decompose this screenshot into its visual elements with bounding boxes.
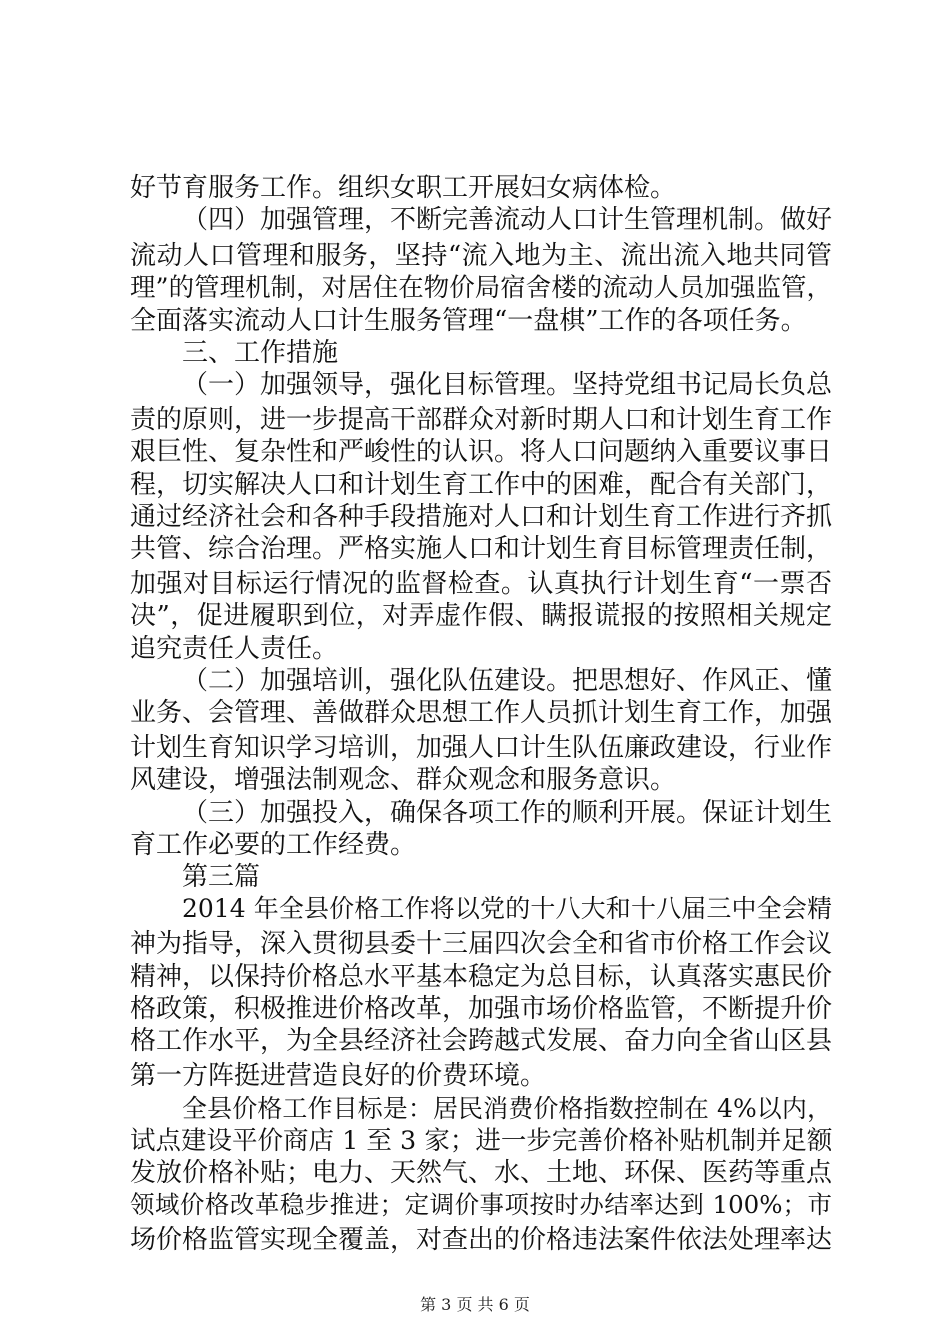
text-line: 计划生育知识学习培训，加强人口计生队伍廉政建设，行业作 bbox=[130, 733, 833, 763]
text-line: （二）加强培训，强化队伍建设。把思想好、作风正、懂 bbox=[182, 666, 833, 696]
text-line: 领域价格改革稳步推进；定调价事项按时办结率达到 100%；市 bbox=[130, 1190, 832, 1219]
text-line: 第一方阵挺进营造良好的价费环境。 bbox=[130, 1061, 547, 1091]
text-line: （一）加强领导，强化目标管理。坚持党组书记局长负总 bbox=[182, 370, 833, 400]
text-line: 艰巨性、复杂性和严峻性的认识。将人口问题纳入重要议事日 bbox=[130, 437, 833, 467]
text-line: （三）加强投入，确保各项工作的顺利开展。保证计划生 bbox=[182, 798, 833, 828]
section-heading: 三、工作措施 bbox=[182, 338, 339, 368]
text-line: 业务、会管理、善做群众思想工作人员抓计划生育工作，加强 bbox=[130, 698, 833, 728]
text-line: 流动人口管理和服务，坚持“流入地为主、流出流入地共同管 bbox=[130, 241, 832, 271]
text-line: 育工作必要的工作经费。 bbox=[130, 830, 417, 860]
text-line: 格政策，积极推进价格改革，加强市场价格监管，不断提升价 bbox=[130, 994, 833, 1024]
text-line: 神为指导，深入贯彻县委十三届四次会全和省市价格工作会议 bbox=[130, 929, 833, 959]
text-line: 加强对目标运行情况的监督检查。认真执行计划生育“一票否 bbox=[130, 569, 832, 599]
text-line: 全县价格工作目标是：居民消费价格指数控制在 4%以内， bbox=[182, 1094, 832, 1123]
text-line: 理”的管理机制，对居住在物价局宿舍楼的流动人员加强监管， bbox=[130, 273, 832, 303]
text-line: 责的原则，进一步提高干部群众对新时期人口和计划生育工作 bbox=[130, 405, 833, 435]
text-line: 好节育服务工作。组织女职工开展妇女病体检。 bbox=[130, 173, 677, 203]
text-line: 通过经济社会和各种手段措施对人口和计划生育工作进行齐抓 bbox=[130, 502, 833, 532]
text-line: （四）加强管理，不断完善流动人口计生管理机制。做好 bbox=[182, 205, 833, 235]
text-line: 2014 年全县价格工作将以党的十八大和十八届三中全会精 bbox=[182, 894, 832, 923]
text-line: 风建设，增强法制观念、群众观念和服务意识。 bbox=[130, 765, 677, 795]
text-line: 追究责任人责任。 bbox=[130, 634, 339, 664]
text-line: 发放价格补贴；电力、天然气、水、土地、环保、医药等重点 bbox=[130, 1158, 833, 1188]
text-line: 精神，以保持价格总水平基本稳定为总目标，认真落实惠民价 bbox=[130, 962, 833, 992]
text-line: 程，切实解决人口和计划生育工作中的困难，配合有关部门， bbox=[130, 470, 833, 500]
section-heading: 第三篇 bbox=[182, 862, 261, 892]
page-number-footer: 第 3 页 共 6 页 bbox=[420, 1295, 530, 1314]
text-line: 格工作水平，为全县经济社会跨越式发展、奋力向全省山区县 bbox=[130, 1026, 833, 1056]
text-line: 试点建设平价商店 1 至 3 家；进一步完善价格补贴机制并足额 bbox=[130, 1126, 833, 1156]
text-line: 共管、综合治理。严格实施人口和计划生育目标管理责任制， bbox=[130, 534, 833, 564]
text-line: 全面落实流动人口计生服务管理“一盘棋”工作的各项任务。 bbox=[130, 306, 807, 336]
text-line: 场价格监管实现全覆盖，对查出的价格违法案件依法处理率达 bbox=[130, 1225, 833, 1255]
text-line: 决”，促进履职到位，对弄虚作假、瞒报谎报的按照相关规定 bbox=[130, 601, 832, 631]
